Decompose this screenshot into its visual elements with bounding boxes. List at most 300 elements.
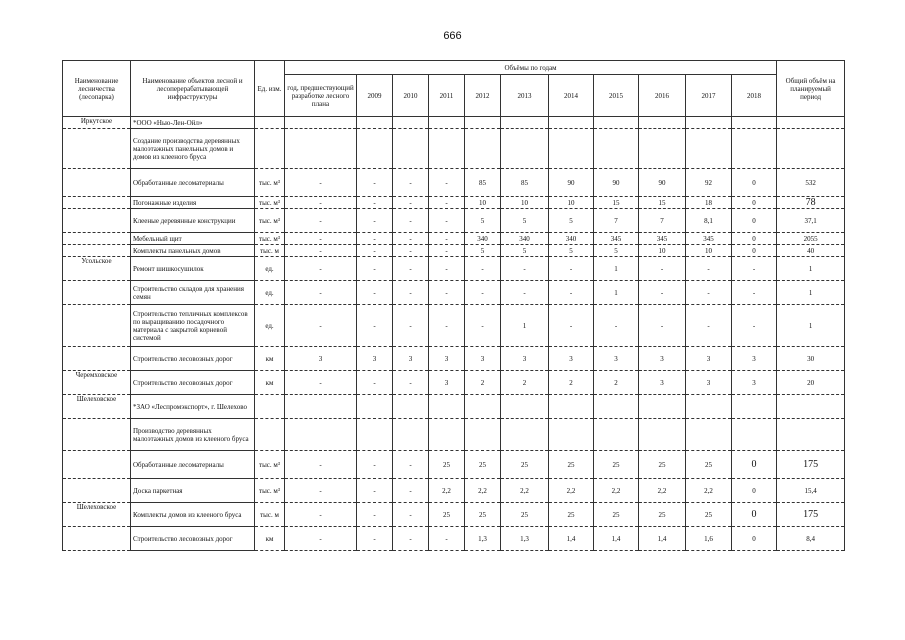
value-cell: - [429, 169, 465, 197]
value-cell [686, 419, 732, 451]
value-cell: 0 [732, 245, 777, 257]
table-row [63, 169, 845, 197]
value-cell: 3 [393, 347, 429, 371]
value-cell: - [501, 257, 549, 281]
value-cell: 5 [549, 245, 594, 257]
value-cell [465, 129, 501, 169]
value-cell [549, 395, 594, 419]
value-cell: 340 [549, 233, 594, 245]
forestry-cell [63, 209, 131, 233]
object-cell: Строительство лесовозных дорог [131, 371, 255, 395]
unit-cell: км [255, 527, 285, 551]
forestry-cell: Черемховское [63, 371, 131, 395]
value-cell: - [393, 209, 429, 233]
total-cell: 175 [777, 503, 845, 527]
value-cell: 3 [465, 347, 501, 371]
table-row [63, 305, 845, 347]
header-year: 2011 [429, 75, 465, 117]
unit-cell [255, 129, 285, 169]
value-cell [429, 117, 465, 129]
unit-cell: ед. [255, 305, 285, 347]
value-cell: - [357, 479, 393, 503]
value-cell [686, 117, 732, 129]
value-cell: - [357, 169, 393, 197]
value-cell: 5 [465, 245, 501, 257]
object-cell: Строительство лесовозных дорог [131, 527, 255, 551]
value-cell: - [285, 371, 357, 395]
value-cell: 1,4 [594, 527, 639, 551]
value-cell [285, 419, 357, 451]
header-unit: Ед. изм. [255, 61, 285, 117]
object-cell: Погонажные изделия [131, 197, 255, 209]
total-cell: 30 [777, 347, 845, 371]
value-cell: - [393, 371, 429, 395]
value-cell: - [393, 197, 429, 209]
unit-cell: тыс. м [255, 245, 285, 257]
value-cell: - [465, 305, 501, 347]
value-cell [393, 129, 429, 169]
object-cell: Создание производства деревянных малоэтажных панельных домов и домов из клееного бруса [131, 129, 255, 169]
object-cell: *ЗАО «Леспромэкспорт», г. Шелехово [131, 395, 255, 419]
value-cell: 2 [594, 371, 639, 395]
value-cell [285, 395, 357, 419]
value-cell [501, 395, 549, 419]
value-cell [639, 117, 686, 129]
value-cell [501, 419, 549, 451]
total-cell [777, 129, 845, 169]
value-cell: 7 [594, 209, 639, 233]
value-cell: 2,2 [686, 479, 732, 503]
unit-cell: тыс. м [255, 503, 285, 527]
value-cell: - [639, 281, 686, 305]
unit-cell [255, 419, 285, 451]
value-cell: - [393, 233, 429, 245]
value-cell: 5 [501, 245, 549, 257]
value-cell: - [549, 281, 594, 305]
value-cell: - [357, 257, 393, 281]
value-cell [594, 117, 639, 129]
value-cell: 25 [465, 451, 501, 479]
value-cell: - [393, 503, 429, 527]
value-cell: 2,2 [639, 479, 686, 503]
unit-cell: тыс. м³ [255, 197, 285, 209]
object-cell: Комплекты домов из клееного бруса [131, 503, 255, 527]
value-cell: 10 [686, 245, 732, 257]
object-cell: Строительство складов для хранения семян [131, 281, 255, 305]
value-cell: - [429, 257, 465, 281]
forestry-cell [63, 347, 131, 371]
value-cell [549, 117, 594, 129]
object-cell: Мебельный щит [131, 233, 255, 245]
object-cell: Доска паркетная [131, 479, 255, 503]
value-cell: 2,2 [465, 479, 501, 503]
value-cell: - [429, 209, 465, 233]
value-cell [285, 117, 357, 129]
value-cell: - [285, 281, 357, 305]
header-year: 2016 [639, 75, 686, 117]
value-cell: 1,3 [465, 527, 501, 551]
total-cell: 40 [777, 245, 845, 257]
value-cell: - [393, 169, 429, 197]
object-cell: Ремонт шишкосушилок [131, 257, 255, 281]
table-row [63, 117, 845, 129]
value-cell: - [285, 305, 357, 347]
value-cell: - [357, 503, 393, 527]
value-cell: - [357, 233, 393, 245]
value-cell: 7 [639, 209, 686, 233]
value-cell: 10 [501, 197, 549, 209]
value-cell: 3 [429, 347, 465, 371]
value-cell [549, 129, 594, 169]
table-row [63, 197, 845, 209]
total-cell: 78 [777, 197, 845, 209]
value-cell [686, 395, 732, 419]
value-cell: - [357, 451, 393, 479]
value-cell: 3 [594, 347, 639, 371]
value-cell [594, 129, 639, 169]
unit-cell: тыс. м³ [255, 451, 285, 479]
forestry-cell [63, 169, 131, 197]
value-cell: - [357, 305, 393, 347]
value-cell: - [429, 197, 465, 209]
value-cell [732, 117, 777, 129]
value-cell: 25 [465, 503, 501, 527]
table-row [63, 371, 845, 395]
value-cell: 10 [465, 197, 501, 209]
value-cell: - [357, 245, 393, 257]
forestry-cell [63, 419, 131, 451]
value-cell: - [393, 451, 429, 479]
forestry-cell [63, 233, 131, 245]
value-cell [393, 395, 429, 419]
value-cell: 3 [285, 347, 357, 371]
total-cell [777, 419, 845, 451]
value-cell: 1 [594, 281, 639, 305]
table-row [63, 257, 845, 281]
value-cell: 25 [501, 503, 549, 527]
value-cell: 18 [686, 197, 732, 209]
value-cell: 5 [465, 209, 501, 233]
value-cell: 3 [357, 347, 393, 371]
value-cell: - [549, 305, 594, 347]
value-cell: - [393, 479, 429, 503]
value-cell [732, 419, 777, 451]
value-cell: 10 [549, 197, 594, 209]
value-cell [732, 395, 777, 419]
value-cell: 1,4 [549, 527, 594, 551]
value-cell [549, 419, 594, 451]
value-cell [357, 129, 393, 169]
value-cell: - [686, 281, 732, 305]
unit-cell: тыс. м³ [255, 233, 285, 245]
total-cell: 1 [777, 305, 845, 347]
header-years-group: Объёмы по годам [285, 61, 777, 75]
value-cell: 5 [501, 209, 549, 233]
value-cell: 0 [732, 169, 777, 197]
value-cell [639, 129, 686, 169]
value-cell [429, 395, 465, 419]
value-cell: 2,2 [549, 479, 594, 503]
value-cell: 1,6 [686, 527, 732, 551]
value-cell: 25 [639, 503, 686, 527]
value-cell: - [429, 305, 465, 347]
value-cell: 3 [732, 371, 777, 395]
forestry-cell [63, 451, 131, 479]
value-cell [465, 117, 501, 129]
forestry-cell: Иркутское [63, 117, 131, 129]
value-cell: - [357, 371, 393, 395]
value-cell: 0 [732, 233, 777, 245]
value-cell: - [285, 197, 357, 209]
value-cell: 1,3 [501, 527, 549, 551]
object-cell: Производство деревянных малоэтажных домов из клееного бруса [131, 419, 255, 451]
header-year: 2010 [393, 75, 429, 117]
header-year: 2013 [501, 75, 549, 117]
object-cell: Обработанные лесоматериалы [131, 451, 255, 479]
value-cell: 0 [732, 503, 777, 527]
value-cell: 0 [732, 209, 777, 233]
total-cell: 1 [777, 257, 845, 281]
header-base-year: год, предшествующий разработке лесного плана [285, 75, 357, 117]
object-cell: Строительство лесовозных дорог [131, 347, 255, 371]
value-cell [393, 117, 429, 129]
value-cell: 340 [501, 233, 549, 245]
value-cell: 1,4 [639, 527, 686, 551]
value-cell [639, 395, 686, 419]
forestry-cell: Усольское [63, 257, 131, 281]
value-cell: 0 [732, 527, 777, 551]
value-cell: 90 [639, 169, 686, 197]
value-cell: - [732, 281, 777, 305]
value-cell [501, 129, 549, 169]
value-cell [357, 117, 393, 129]
value-cell [501, 117, 549, 129]
value-cell: - [285, 209, 357, 233]
value-cell: - [285, 479, 357, 503]
value-cell: - [285, 245, 357, 257]
value-cell: - [393, 305, 429, 347]
header-year: 2012 [465, 75, 501, 117]
value-cell: - [465, 281, 501, 305]
value-cell: - [393, 527, 429, 551]
value-cell: 345 [639, 233, 686, 245]
unit-cell: км [255, 371, 285, 395]
value-cell [594, 419, 639, 451]
value-cell: - [285, 257, 357, 281]
value-cell: - [357, 209, 393, 233]
forestry-cell [63, 245, 131, 257]
value-cell: 3 [686, 371, 732, 395]
value-cell: 5 [549, 209, 594, 233]
value-cell [465, 395, 501, 419]
value-cell: 3 [501, 347, 549, 371]
object-cell: Строительство тепличных комплексов по выращиванию посадочного материала с закрытой корневой системой [131, 305, 255, 347]
value-cell: 25 [501, 451, 549, 479]
forestry-cell [63, 281, 131, 305]
header-year: 2018 [732, 75, 777, 117]
value-cell: - [285, 451, 357, 479]
value-cell [285, 129, 357, 169]
total-cell [777, 395, 845, 419]
value-cell: - [393, 281, 429, 305]
table-row [63, 419, 845, 451]
value-cell: 0 [732, 197, 777, 209]
value-cell: - [285, 527, 357, 551]
value-cell: 25 [639, 451, 686, 479]
table-row [63, 209, 845, 233]
value-cell: - [393, 245, 429, 257]
forestry-cell: Шелеховское [63, 503, 131, 527]
value-cell: 1 [501, 305, 549, 347]
value-cell [429, 419, 465, 451]
value-cell: 345 [686, 233, 732, 245]
value-cell: 3 [686, 347, 732, 371]
value-cell: - [732, 257, 777, 281]
value-cell [686, 129, 732, 169]
value-cell [429, 129, 465, 169]
value-cell: 5 [594, 245, 639, 257]
total-cell: 175 [777, 451, 845, 479]
unit-cell: ед. [255, 281, 285, 305]
value-cell: 3 [639, 371, 686, 395]
value-cell: - [686, 257, 732, 281]
value-cell: 90 [594, 169, 639, 197]
value-cell: - [429, 245, 465, 257]
value-cell: 8,1 [686, 209, 732, 233]
value-cell: 2,2 [594, 479, 639, 503]
value-cell [639, 419, 686, 451]
header-year: 2015 [594, 75, 639, 117]
value-cell: 25 [594, 503, 639, 527]
table-row [63, 395, 845, 419]
value-cell: 340 [465, 233, 501, 245]
value-cell [594, 395, 639, 419]
value-cell: 85 [465, 169, 501, 197]
forestry-cell [63, 305, 131, 347]
value-cell: 92 [686, 169, 732, 197]
unit-cell: тыс. м³ [255, 169, 285, 197]
value-cell: - [429, 527, 465, 551]
value-cell: 2 [465, 371, 501, 395]
table-row [63, 451, 845, 479]
header-total: Общий объём на планируемый период [777, 61, 845, 117]
value-cell [357, 395, 393, 419]
total-cell [777, 117, 845, 129]
value-cell: 3 [549, 347, 594, 371]
unit-cell: ед. [255, 257, 285, 281]
value-cell: 0 [732, 479, 777, 503]
total-cell: 8,4 [777, 527, 845, 551]
unit-cell [255, 395, 285, 419]
header-forestry: Наименование лесничества (лесопарка) [63, 61, 131, 117]
value-cell: - [429, 233, 465, 245]
object-cell: Комплекты панельных домов [131, 245, 255, 257]
object-cell: Клееные деревянные конструкции [131, 209, 255, 233]
total-cell: 37,1 [777, 209, 845, 233]
value-cell: - [429, 281, 465, 305]
value-cell: 25 [429, 503, 465, 527]
value-cell: 3 [429, 371, 465, 395]
value-cell: 1 [594, 257, 639, 281]
forestry-cell [63, 479, 131, 503]
value-cell: 25 [594, 451, 639, 479]
value-cell: - [639, 305, 686, 347]
table-row [63, 233, 845, 245]
value-cell: 25 [549, 451, 594, 479]
value-cell: 2,2 [429, 479, 465, 503]
value-cell: - [501, 281, 549, 305]
unit-cell: км [255, 347, 285, 371]
value-cell [732, 129, 777, 169]
unit-cell: тыс. м³ [255, 209, 285, 233]
table-row [63, 527, 845, 551]
value-cell: 15 [594, 197, 639, 209]
table-row [63, 245, 845, 257]
object-cell: Обработанные лесоматериалы [131, 169, 255, 197]
header-year: 2017 [686, 75, 732, 117]
value-cell: - [686, 305, 732, 347]
value-cell: - [639, 257, 686, 281]
value-cell: - [393, 257, 429, 281]
value-cell: - [285, 503, 357, 527]
table-row [63, 503, 845, 527]
value-cell: 345 [594, 233, 639, 245]
forestry-cell: Шелеховское [63, 395, 131, 419]
value-cell: - [285, 169, 357, 197]
table-row [63, 347, 845, 371]
value-cell: 25 [686, 451, 732, 479]
value-cell: 2,2 [501, 479, 549, 503]
value-cell [357, 419, 393, 451]
unit-cell [255, 117, 285, 129]
forestry-cell [63, 527, 131, 551]
value-cell: 15 [639, 197, 686, 209]
total-cell: 532 [777, 169, 845, 197]
total-cell: 15,4 [777, 479, 845, 503]
value-cell: - [732, 305, 777, 347]
header-object: Наименование объектов лесной и лесоперерабатывающей инфраструктуры [131, 61, 255, 117]
table-row [63, 479, 845, 503]
forestry-cell [63, 197, 131, 209]
total-cell: 2055 [777, 233, 845, 245]
value-cell: 25 [686, 503, 732, 527]
table-row [63, 281, 845, 305]
value-cell: 25 [429, 451, 465, 479]
header-year: 2014 [549, 75, 594, 117]
value-cell: - [357, 281, 393, 305]
value-cell: - [594, 305, 639, 347]
forestry-cell [63, 129, 131, 169]
total-cell: 20 [777, 371, 845, 395]
value-cell: - [357, 197, 393, 209]
value-cell: 3 [732, 347, 777, 371]
value-cell: - [465, 257, 501, 281]
value-cell [393, 419, 429, 451]
value-cell: - [549, 257, 594, 281]
value-cell: 2 [549, 371, 594, 395]
object-cell: *ООО «Нью-Лен-Ойл» [131, 117, 255, 129]
value-cell [465, 419, 501, 451]
header-year: 2009 [357, 75, 393, 117]
value-cell: 3 [639, 347, 686, 371]
page-number: 666 [443, 30, 462, 42]
total-cell: 1 [777, 281, 845, 305]
value-cell: - [285, 233, 357, 245]
value-cell: 0 [732, 451, 777, 479]
table-row [63, 129, 845, 169]
value-cell: 10 [639, 245, 686, 257]
value-cell: 2 [501, 371, 549, 395]
